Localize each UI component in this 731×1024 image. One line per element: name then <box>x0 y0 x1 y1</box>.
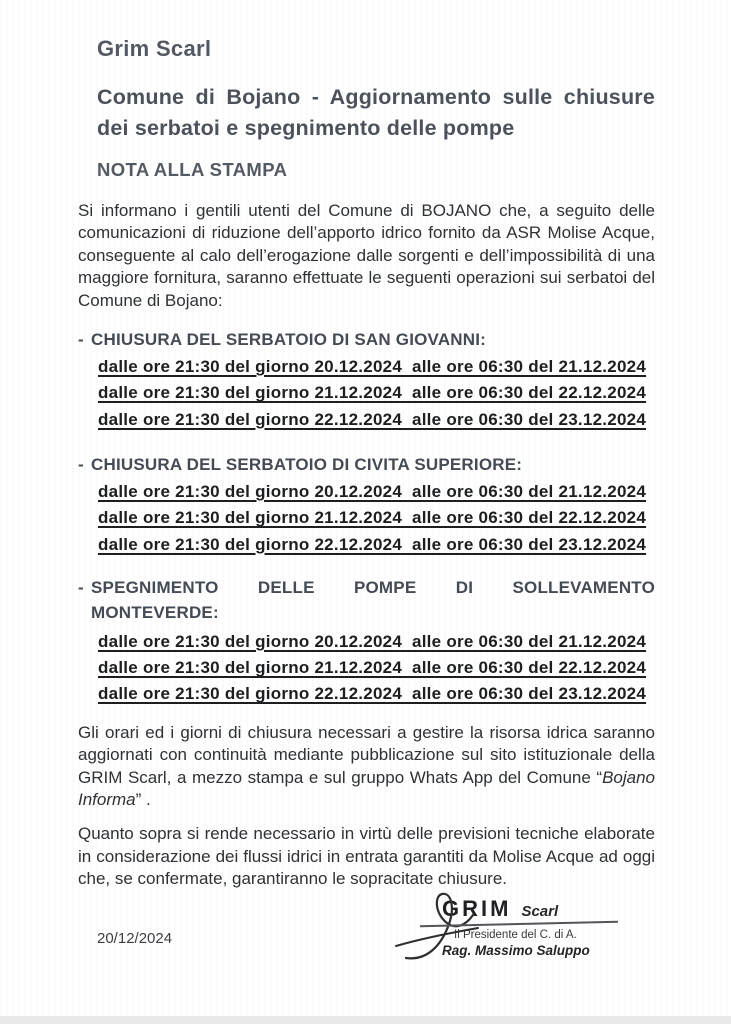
signature-block <box>420 896 635 958</box>
section-heading-row <box>78 575 655 625</box>
section-heading <box>91 329 655 350</box>
signatory-name: Rag. Massimo Saluppo <box>442 943 590 958</box>
signature-company <box>420 896 635 922</box>
closing-paragraph-2: Quanto sopra si rende necessario in virtù delle previsioni tecniche elaborate in considerazione dei flussi idrici in entrata garantiti da Molise Acque ad oggi che, se confermate, garantiranno le sopracitate chiusure. <box>78 824 655 889</box>
closing-paragraph-1 <box>78 722 655 812</box>
document-title <box>97 82 655 144</box>
closure-window-list <box>98 479 657 558</box>
section-heading-line1: SPEGNIMENTO DELLE POMPE DI SOLLEVAMENTO <box>91 577 655 597</box>
closure-window-row: dalle ore 21:30 del giorno 20.12.2024 alle ore 06:30 del 21.12.2024 <box>98 481 647 501</box>
section-san-giovanni <box>78 329 655 433</box>
bullet-dash: - <box>78 454 84 474</box>
whatsapp-group-name: Bojano Informa <box>78 767 655 809</box>
bullet-dash: - <box>78 330 84 350</box>
closure-window-row: dalle ore 21:30 del giorno 21.12.2024 alle ore 06:30 del 22.12.2024 <box>98 508 647 528</box>
document-title-line1: Comune di Bojano - Aggiornamento sulle chiusure <box>97 85 655 109</box>
section-heading-line1: CHIUSURA DEL SERBATOIO DI CIVITA SUPERIORE: <box>91 454 523 474</box>
section-heading-line2: MONTEVERDE: <box>91 602 219 622</box>
closure-window-list <box>98 354 657 433</box>
bullet-dash: - <box>78 577 84 597</box>
closure-window-row: dalle ore 21:30 del giorno 20.12.2024 alle ore 06:30 del 21.12.2024 <box>98 631 647 651</box>
closure-window-row: dalle ore 21:30 del giorno 21.12.2024 alle ore 06:30 del 22.12.2024 <box>98 658 647 678</box>
closing-1-text: Gli orari ed i giorni di chiusura necessari a gestire la risorsa idrica saranno aggiornati con continuità mediante pubblicazione sul sito istituzionale della GRIM Scarl, a mezzo stampa e sul gruppo Whats App del Comune “ <box>78 722 655 787</box>
closing-1-tail: ” . <box>135 789 151 809</box>
closure-window-list <box>98 629 657 708</box>
press-note-kicker: NOTA ALLA STAMPA <box>97 159 288 180</box>
intro-paragraph: Si informano i gentili utenti del Comune di BOJANO che, a seguito delle comunicazioni di riduzione dell’apporto idrico fornito da ASR Molise Acque, conseguente al calo dell’erogazione dalle sorgenti e dell’impossibilità di una maggiore fornitura, saranno effettuate le seguenti operazioni sui serbatoi del Comune di Bojano: <box>78 201 655 310</box>
signature-company-suffix: Scarl <box>521 903 559 920</box>
document-date: 20/12/2024 <box>97 930 173 947</box>
closure-window-row: dalle ore 21:30 del giorno 22.12.2024 alle ore 06:30 del 23.12.2024 <box>98 684 647 704</box>
closure-window-row: dalle ore 21:30 del giorno 20.12.2024 alle ore 06:30 del 21.12.2024 <box>98 357 647 377</box>
section-heading <box>91 454 655 475</box>
closure-window-row: dalle ore 21:30 del giorno 21.12.2024 alle ore 06:30 del 22.12.2024 <box>98 383 647 403</box>
section-heading-row <box>78 329 655 350</box>
closure-window-row: dalle ore 21:30 del giorno 22.12.2024 alle ore 06:30 del 23.12.2024 <box>98 409 647 429</box>
signature-company-name: GRIM <box>442 896 512 921</box>
closure-window-row: dalle ore 21:30 del giorno 22.12.2024 alle ore 06:30 del 23.12.2024 <box>98 534 647 554</box>
section-monteverde <box>78 575 655 708</box>
scan-edge-strip <box>0 1016 731 1024</box>
document-title-line2: dei serbatoi e spegnimento delle pompe <box>97 116 515 140</box>
section-heading <box>91 575 655 625</box>
section-heading-row <box>78 454 655 475</box>
signatory-role: Il Presidente del C. di A. <box>454 929 577 941</box>
section-civita-superiore <box>78 454 655 558</box>
org-name: Grim Scarl <box>97 36 212 61</box>
section-heading-line1: CHIUSURA DEL SERBATOIO DI SAN GIOVANNI: <box>91 330 487 350</box>
